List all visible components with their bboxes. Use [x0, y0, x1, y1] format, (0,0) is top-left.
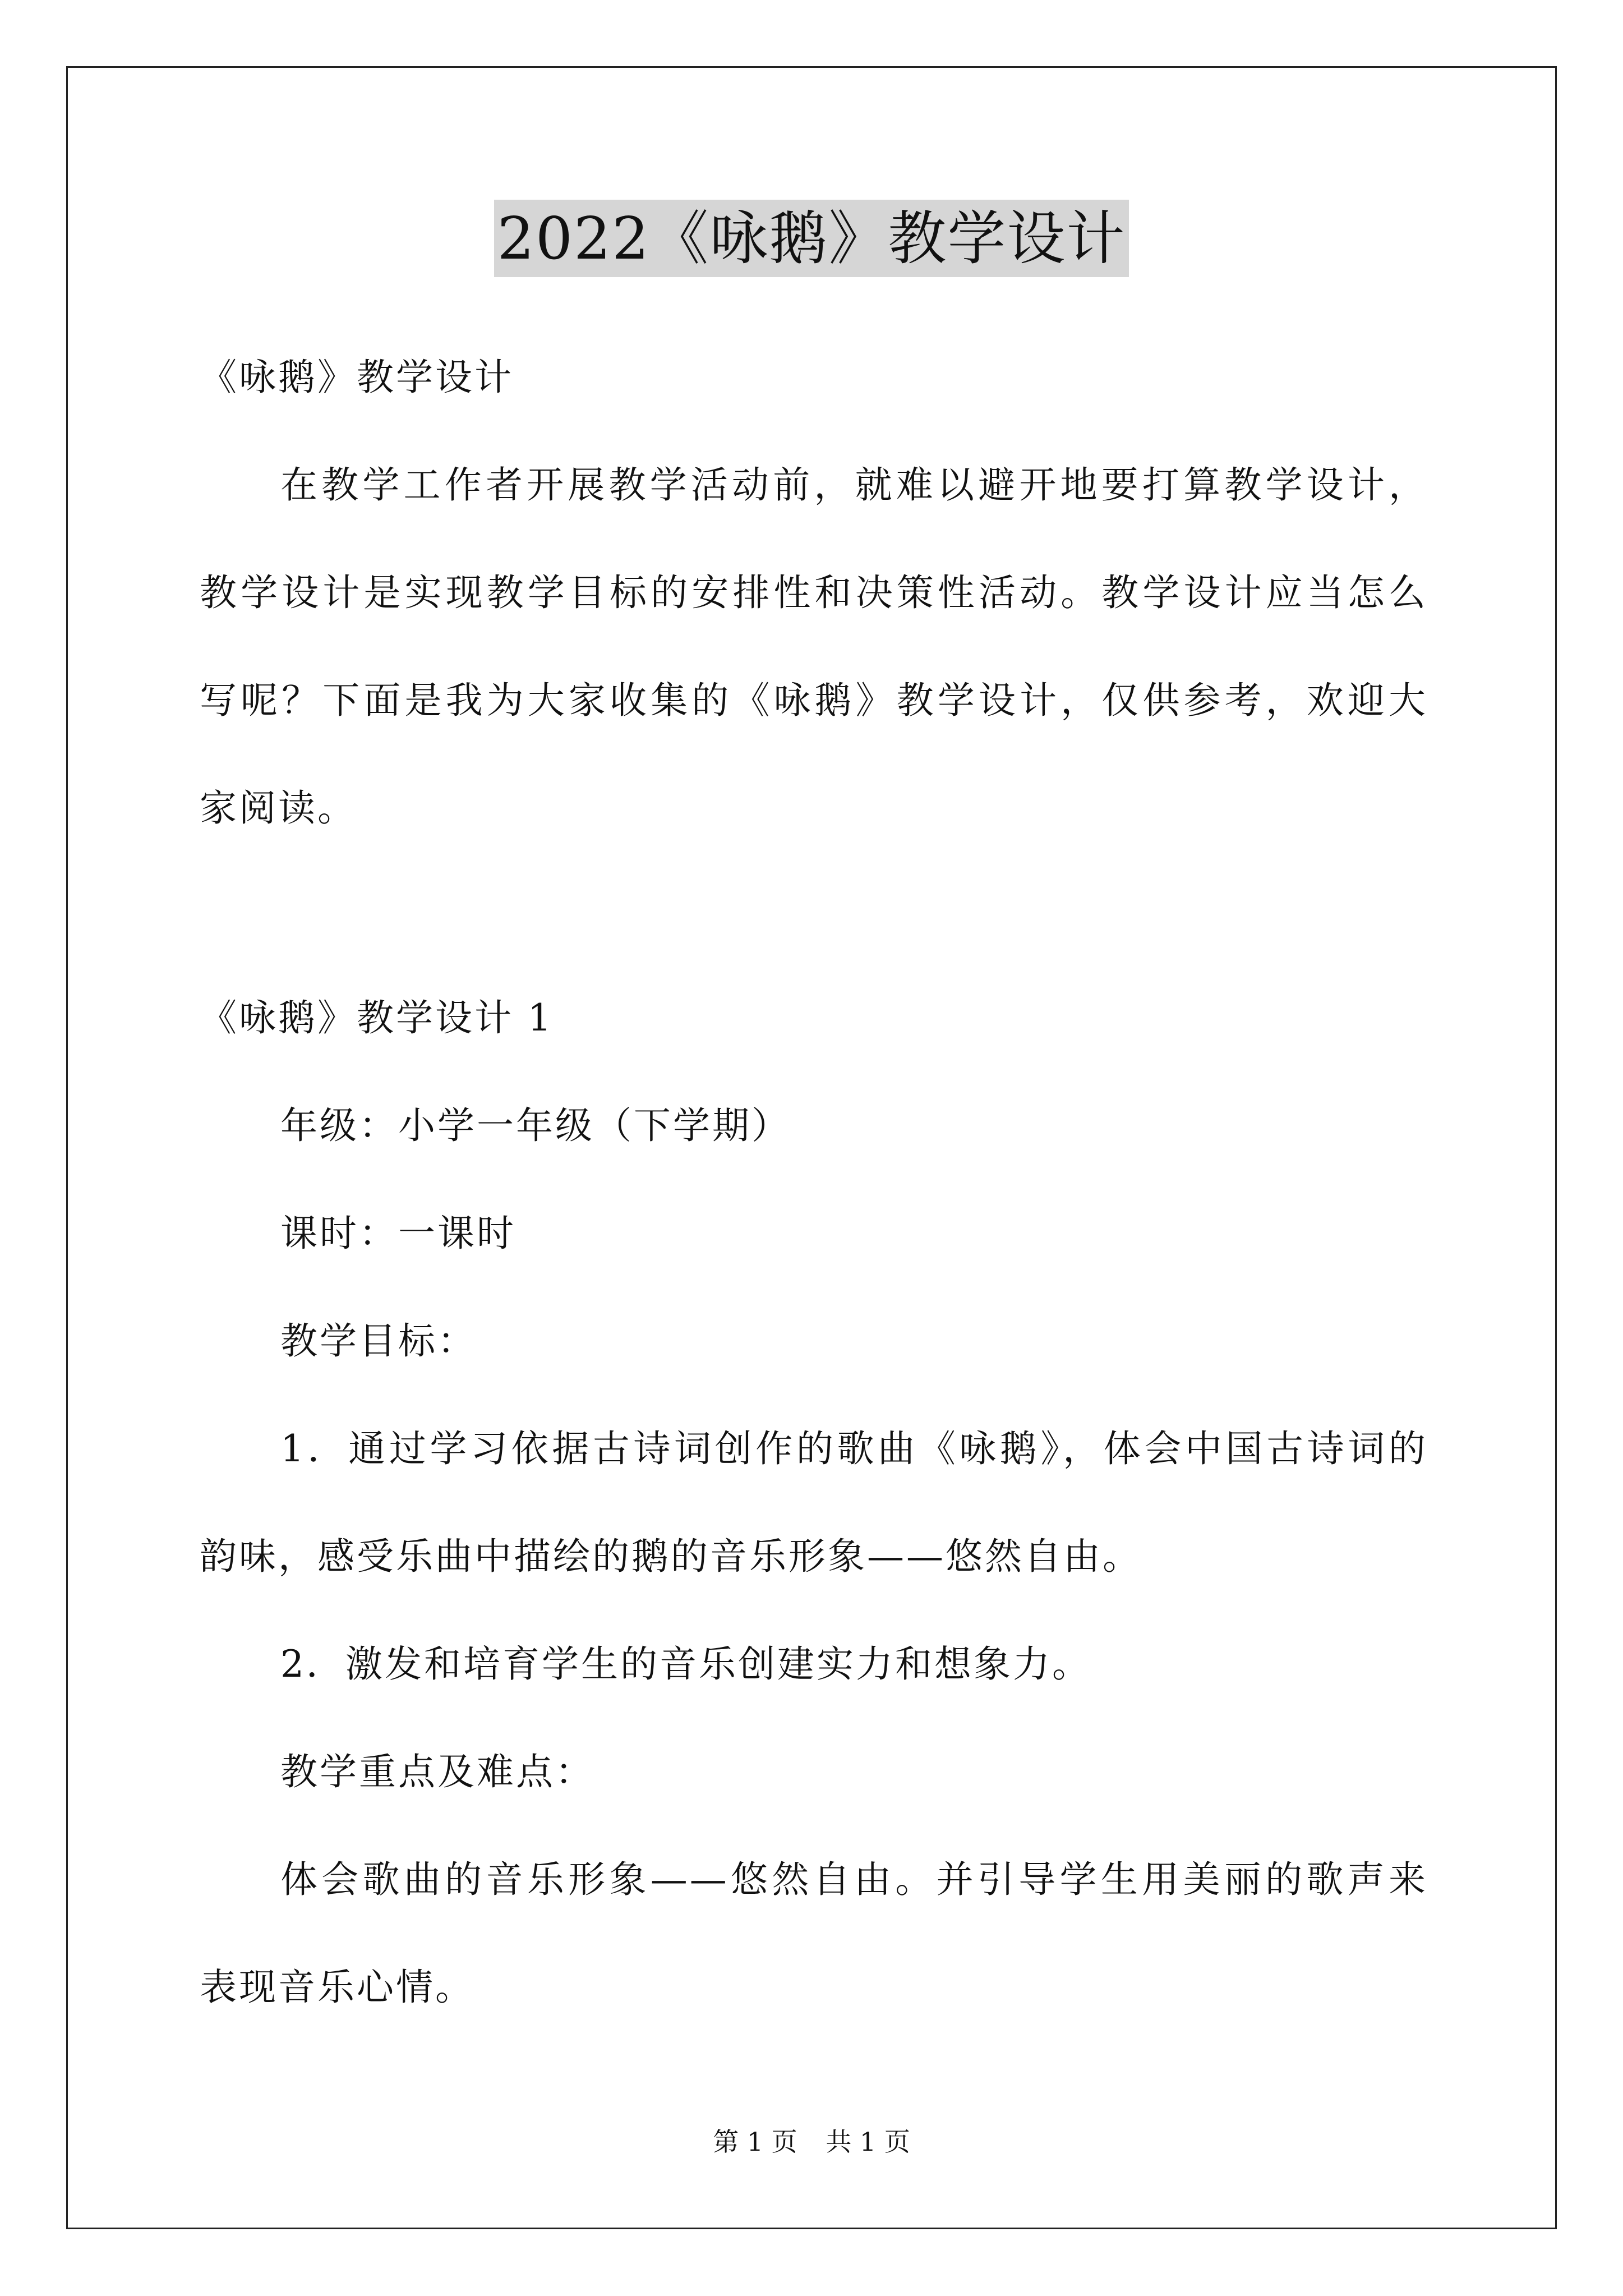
intro-paragraph-line: 写呢？下面是我为大家收集的《咏鹅》教学设计，仅供参考，欢迎大: [200, 679, 1428, 722]
section-heading: 《咏鹅》教学设计: [200, 356, 514, 399]
key-points-line: 体会歌曲的音乐形象——悠然自由。并引导学生用美丽的歌声来: [280, 1858, 1428, 1901]
page-number: 第 1 页: [713, 2127, 797, 2157]
title-container: [0, 200, 1623, 277]
intro-paragraph-line: 家阅读。: [200, 786, 357, 830]
key-points-line: 表现音乐心情。: [200, 1966, 474, 2009]
goals-label: 教学目标：: [280, 1319, 477, 1363]
design-heading: 《咏鹅》教学设计 1: [200, 996, 554, 1039]
intro-paragraph-line: 教学设计是实现教学目标的安排性和决策性活动。教学设计应当怎么: [200, 571, 1428, 614]
document-title: 2022《咏鹅》教学设计: [494, 200, 1129, 277]
goal-1-line: 韵味，感受乐曲中描绘的鹅的音乐形象——悠然自由。: [200, 1535, 1142, 1578]
page-footer: [0, 2125, 1623, 2159]
grade-line: 年级：小学一年级（下学期）: [280, 1104, 791, 1147]
goal-1-line: 1．通过学习依据古诗词创作的歌曲《咏鹅》，体会中国古诗词的: [280, 1427, 1428, 1470]
key-points-label: 教学重点及难点：: [280, 1750, 594, 1793]
intro-paragraph-line: 在教学工作者开展教学活动前，就难以避开地要打算教学设计，: [280, 463, 1428, 507]
goal-2-line: 2．激发和培育学生的音乐创建实力和想象力。: [280, 1642, 1091, 1686]
class-hours-line: 课时：一课时: [280, 1212, 516, 1255]
page-total: 共 1 页: [826, 2127, 910, 2157]
